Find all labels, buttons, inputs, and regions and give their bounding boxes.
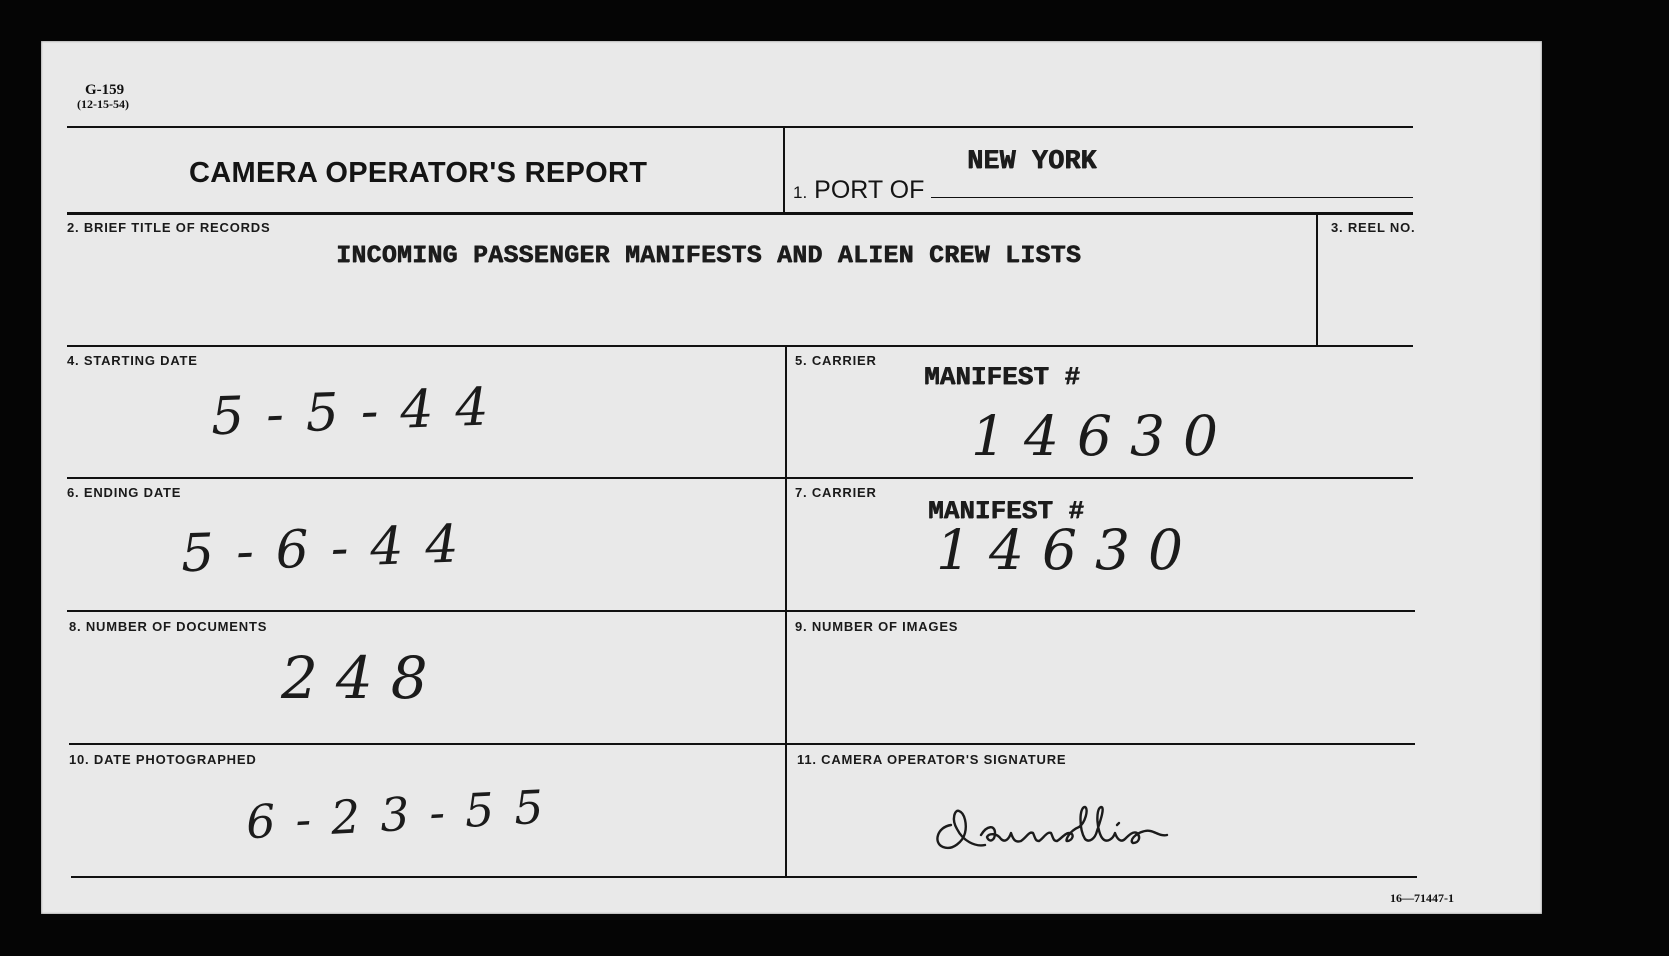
port-of-label [793, 178, 924, 203]
operator-signature [929, 789, 1229, 859]
form-number: G-159 [85, 82, 125, 98]
port-of-value: NEW YORK [967, 147, 1097, 177]
carrier-end-value: 14630 [936, 518, 1201, 582]
carrier-start-label: 5. CARRIER [795, 353, 877, 368]
print-code: 16—71447-1 [1390, 891, 1454, 905]
port-of-number: 1. [793, 183, 808, 202]
rule-top [67, 126, 1413, 128]
starting-date-label: 4. STARTING DATE [67, 353, 198, 368]
date-photographed-value: 6-23-55 [244, 778, 565, 850]
carrier-end-typed: MANIFEST # [928, 496, 1085, 526]
divider-body [785, 345, 787, 876]
carrier-end-label: 7. CARRIER [795, 485, 877, 500]
port-of-text: PORT OF [814, 176, 925, 204]
report-card [41, 41, 1542, 914]
carrier-start-value: 14630 [971, 404, 1236, 468]
report-title: CAMERA OPERATOR'S REPORT [189, 157, 648, 189]
ending-date-label: 6. ENDING DATE [67, 485, 182, 500]
records-title-value: INCOMING PASSENGER MANIFESTS AND ALIEN CREW LISTS [336, 241, 1081, 270]
starting-date-value: 5-5-44 [210, 376, 512, 448]
rule-row-dates-1 [67, 477, 1413, 479]
carrier-start-typed: MANIFEST # [924, 362, 1081, 392]
images-label: 9. NUMBER OF IMAGES [795, 619, 959, 634]
rule-port-underline [931, 197, 1413, 198]
records-title-label: 2. BRIEF TITLE OF RECORDS [67, 220, 271, 235]
signature-label: 11. CAMERA OPERATOR'S SIGNATURE [797, 752, 1067, 767]
rule-header-bottom [67, 212, 1413, 215]
documents-label: 8. NUMBER OF DOCUMENTS [69, 619, 268, 634]
rule-bottom [71, 876, 1417, 878]
reel-number-label: 3. REEL NO. [1331, 220, 1416, 235]
divider-header [783, 126, 785, 212]
divider-reel [1316, 212, 1318, 345]
rule-row-counts [69, 743, 1415, 745]
documents-value: 248 [281, 644, 446, 712]
form-revision-date: (12-15-54) [77, 97, 129, 111]
rule-records-bottom [67, 345, 1413, 347]
rule-row-dates-2 [67, 610, 1415, 612]
date-photographed-label: 10. DATE PHOTOGRAPHED [69, 752, 257, 767]
ending-date-value: 5-6-44 [180, 513, 482, 585]
